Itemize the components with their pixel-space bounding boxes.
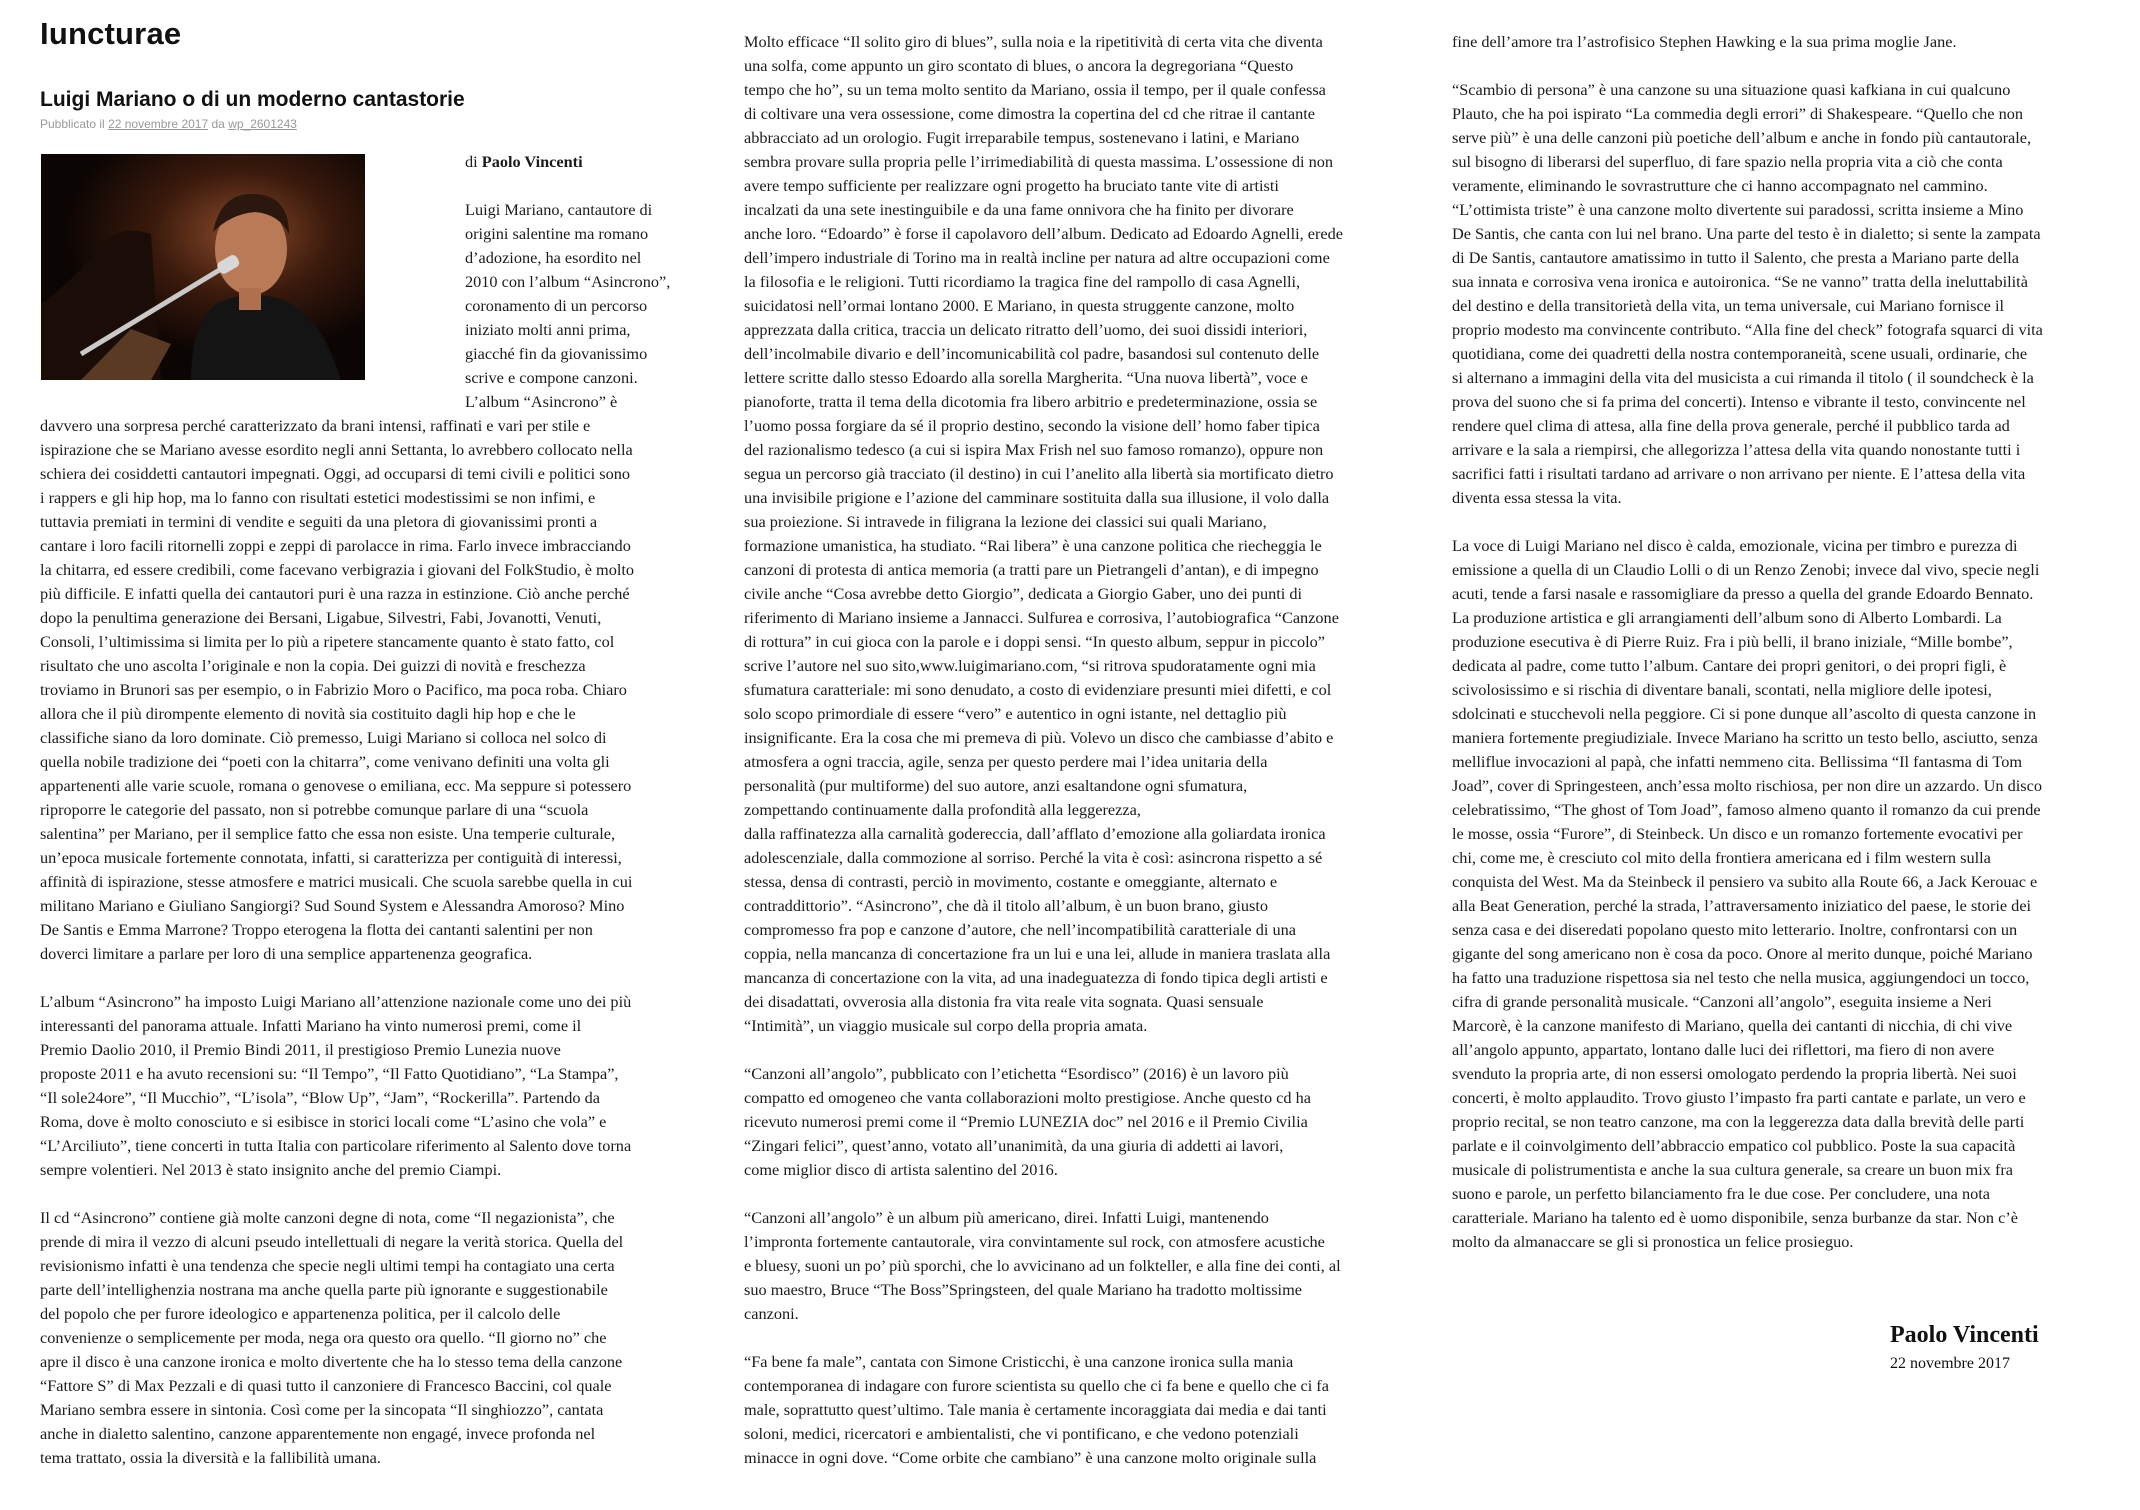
text-line: Joad”, cover di Springesteen, anch’essa molto rischiosa, per non dire un azzardo. Un disco: [1452, 776, 2043, 795]
text-line: sfumatura caratteriale: mi sono denudato, a costo di evidenziare presunti miei difetti, e col: [744, 680, 1332, 699]
text-line: cantare i loro facili ritornelli zoppi e zeppi di parolacce in rima. Farlo invece imbracciando: [40, 536, 631, 555]
text-line: incalzati da una sete inestinguibile e da una fame onnivora che ha finito per divorare: [744, 200, 1294, 219]
text-line: sua proiezione. Si intravede in filigrana la lezione dei classici sui quali Mariano,: [744, 512, 1267, 531]
text-line: sua innata e corrosiva vena ironica e autoironica. “Se ne vanno” tratta della ineluttabilità: [1452, 272, 2028, 291]
text-line: allora che il più dirompente elemento di novità sia costituito dagli hip hop e che le: [40, 704, 576, 723]
text-line: del razionalismo tedesco (a cui si ispira Max Frish nel suo famoso romanzo), oppure non: [744, 440, 1324, 459]
text-line: “Il sole24ore”, “Il Mucchio”, “L’isola”, “Blow Up”, “Jam”, “Rockerilla”. Partendo da: [40, 1088, 600, 1107]
text-line: tema trattato, ossia la diversità e la fallibilità umana.: [40, 1448, 381, 1467]
text-line: di De Santis, cantautore amatissimo in tutto il Salento, che presta a Mariano parte della: [1452, 248, 2019, 267]
text-line: militano Mariano e Giuliano Sangiorgi? Sud Sound System e Alessandra Amoroso? Mino: [40, 896, 625, 915]
text-line: tuttavia premiati in termini di vendite e seguiti da una pletora di giovanissimi pronti a: [40, 512, 598, 531]
text-line: dedicata al padre, come tutto l’album. Cantare dei propri genitori, o dei propri figli, è: [1452, 656, 2007, 675]
text-line: scrive l’autore nel suo sito,www.luigimariano.com, “si ritrova spudoratamente ogni mia: [744, 656, 1316, 675]
text-line: prende di mira il vezzo di alcuni pseudo intellettuali di negare la verità storica. Quella del: [40, 1232, 624, 1251]
column-1-body: [40, 414, 634, 1470]
text-line: concerti, è molto applaudito. Trovo giusto l’impasto fra parti cantate e parlate, un vero e: [1452, 1088, 2026, 1107]
text-line: Il cd “Asincrono” contiene già molte canzoni degne di nota, come “Il negazionista”, che: [40, 1208, 615, 1227]
author-link[interactable]: wp_2601243: [228, 117, 297, 131]
text-line: insignificante. Era la cosa che mi premeva di più. Volevo un disco che cambiasse d’abito e: [744, 728, 1334, 747]
post-title[interactable]: Luigi Mariano o di un moderno cantastorie: [40, 88, 465, 111]
text-line: doverci limitare a parlare per loro di una semplice appartenenza geografica.: [40, 944, 533, 963]
text-line: coronamento di un percorso: [465, 296, 648, 315]
text-line: soloni, medici, ricercatori e ambientalisti, che vi pontificano, e che vedono potenziali: [744, 1424, 1299, 1443]
text-line: ha fatto una traduzione rispettosa sia nel testo che nella musica, aggiungendoci un tocco,: [1452, 968, 2030, 987]
text-line: chi, come me, è cresciuto col mito della frontiera americana ed i film western sulla: [1452, 848, 1991, 867]
text-line: abbracciato ad un orologio. Fugit irreparabile tempus, sostenevano i latini, e Mariano: [744, 128, 1300, 147]
text-line: La produzione artistica e gli arrangiamenti dell’album sono di Alberto Lombardi. La: [1452, 608, 2002, 627]
text-line: lettere scritte dallo stesso Edoardo alla sorella Margherita. “Una nuova libertà”, voce e: [744, 368, 1308, 387]
text-line: classifiche siano da loro dominate. Ciò premesso, Luigi Mariano si colloca nel solco di: [40, 728, 607, 747]
text-line: avere tempo sufficiente per realizzare ogni progetto ha bruciato tante vite di artisti: [744, 176, 1279, 195]
text-line: “Fattore S” di Max Pezzali e di quasi tutto il canzoniere di Francesco Baccini, col quale: [40, 1376, 612, 1395]
text-line: stessa, densa di contrasti, perciò in movimento, costante e omeggiante, alternato e: [744, 872, 1278, 891]
text-line: Luigi Mariano, cantautore di: [465, 200, 653, 219]
text-line: un’epoca musicale fortemente connotata, infatti, si caratterizza per contiguità di interessi,: [40, 848, 622, 867]
text-line: 2010 con l’album “Asincrono”,: [465, 272, 671, 291]
text-line: De Santis, che canta con lui nel brano. Una parte del testo è in dialetto; si sente la zampata: [1452, 224, 2041, 243]
text-line: zompettando continuamente dalla profondità alla leggerezza,: [744, 800, 1141, 819]
text-line: canzoni.: [744, 1304, 799, 1323]
text-line: di rottura” in cui gioca con la parole e i doppi sensi. “In questo album, seppur in piccolo”: [744, 632, 1325, 651]
text-line: conquista del West. Ma da Steinbeck il pensiero va subito alla Route 66, a Jack Kerouac e: [1452, 872, 2038, 891]
text-line: Plauto, che ha poi ispirato “La commedia degli errori” di Shakespeare. “Quello che non: [1452, 104, 2023, 123]
text-line: appartenenti alle varie scuole, romana o genovese o emiliana, ecc. Ma seppure si potessero: [40, 776, 632, 795]
text-line: contemporanea di indagare con furore scientista su quello che ci fa bene e quello che ci fa: [744, 1376, 1329, 1395]
text-line: salentina” per Mariano, per il semplice fatto che essa non esiste. Una temperie culturale,: [40, 824, 616, 843]
published-label: Pubblicato il: [40, 117, 105, 131]
photo-singer-with-microphone: [41, 154, 365, 380]
text-line: giacché fin da giovanissimo: [465, 344, 648, 363]
text-line: revisionismo infatti è una tendenza che specie negli ultimi tempi ha contagiato una certa: [40, 1256, 615, 1275]
text-line: “Fa bene fa male”, cantata con Simone Cristicchi, è una canzone ironica sulla mania: [744, 1352, 1294, 1371]
text-line: maniera fortemente pregiudiziale. Invece Mariano ha scritto un testo bello, asciutto, senza: [1452, 728, 2038, 747]
text-line: mellifluе invocazioni al papà, che infatti nemmeno cita. Bellissima “Il fantasma di Tom: [1452, 752, 2023, 771]
text-line: molto da almanaccare se gli si pronostica un felice prosieguo.: [1452, 1232, 1854, 1251]
text-line: “Zingari felici”, quest’anno, votato all’unanimità, da una giuria di addetti ai lavori,: [744, 1136, 1284, 1155]
text-line: anche loro. “Edoardo” è forse il capolavoro dell’album. Dedicato ad Edoardo Agnelli, erede: [744, 224, 1343, 243]
text-line: produzione esecutiva è di Pierre Ruiz. Fra i più belli, il brano iniziale, “Mille bombe”,: [1452, 632, 2013, 651]
text-line: riproporre le categorie del passato, non si potrebbe comunque parlare di una “scuola: [40, 800, 589, 819]
text-line: contraddittorio”. “Asincrono”, che dà il titolo all’album, è un buon brano, giusto: [744, 896, 1269, 915]
text-line: quella nobile tradizione dei “poeti con la chitarra”, come venivano definiti una volta gli: [40, 752, 610, 771]
text-line: sembra provare sulla propria pelle l’irrimediabilità di questa massima. L’ossessione di non: [744, 152, 1333, 171]
text-line: “Canzoni all’angolo” è un album più americano, direi. Infatti Luigi, mantenendo: [744, 1208, 1269, 1227]
text-line: riferimento di Mariano insieme a Jannacci. Sulfurea e corrosiva, l’autobiografica “Canzone: [744, 608, 1339, 627]
text-line: minacce in ogni dove. “Come orbite che cambiano” è una canzone molto originale sulla: [744, 1448, 1317, 1467]
text-line: senza casa e dei diseredati popolano questo mito letterario. Inoltre, confrontarsi con un: [1452, 920, 2018, 939]
text-line: male, soprattutto quest’ultimo. Tale mania è certamente incoraggiata dai media e dai tanti: [744, 1400, 1327, 1419]
byline: di Paolo Vincenti: [465, 152, 583, 171]
byline-and-intro: [465, 150, 670, 414]
text-line: più difficile. E infatti quella dei cantautori puri è una razza in estinzione. Ciò anche perché: [40, 584, 630, 603]
text-line: come miglior disco di artista salentino del 2016.: [744, 1160, 1058, 1179]
text-line: anche in dialetto salentino, canzone apparentemente non engagé, invece profonda nel: [40, 1424, 596, 1443]
text-line: sempre volentieri. Nel 2013 è stato insignito anche del premio Ciampi.: [40, 1160, 502, 1179]
text-line: ispirazione che se Mariano avesse esordito negli anni Settanta, lo avrebbero collocato nella: [40, 440, 633, 459]
text-line: Premio Daolio 2010, il Premio Bindi 2011, il prestigioso Premio Lunezia nuove: [40, 1040, 561, 1059]
text-line: scrive e compone canzoni.: [465, 368, 638, 387]
text-line: i rappers e gli hip hop, ma lo fanno con risultati estetici modestissimi se non infimi, e: [40, 488, 596, 507]
text-line: celebratissimo, “The ghost of Tom Joad”, famoso almeno quanto il romanzo da cui prende: [1452, 800, 2041, 819]
text-line: alla Beat Generation, perché la strada, l’attraversamento iniziatico del paese, le storie dei: [1452, 896, 2032, 915]
text-line: d’adozione, ha esordito nel: [465, 248, 642, 267]
text-line: serve più” è una delle canzoni più poetiche dell’album e anche in fondo più cantautorale,: [1452, 128, 2032, 147]
signature: [1890, 1322, 2039, 1373]
text-line: di coltivare una vera ossessione, come dimostra la copertina del cd che ritrae il cantante: [744, 104, 1315, 123]
text-line: scivolosissimo e si rischia di diventare banali, scontati, nella migliore delle ipotesi,: [1452, 680, 1992, 699]
text-line: del destino e della transitorietà della vita, un tema universale, cui Mariano fornisce il: [1452, 296, 2005, 315]
text-line: dopo la penultima generazione dei Bersani, Ligabue, Silvestri, Fabi, Jovanotti, Venuti,: [40, 608, 602, 627]
text-line: personalità (pur multiforme) del suo autore, anzi esaltandone ogni sfumatura,: [744, 776, 1248, 795]
text-line: diventa essa stessa la vita.: [1452, 488, 1622, 507]
text-line: civile anche “Cosa avrebbe detto Giorgio”, dedicata a Giorgio Gaber, uno dei punti di: [744, 584, 1303, 603]
text-line: “Intimità”, un viaggio musicale sul corpo della propria amata.: [744, 1016, 1148, 1035]
column-2-body: [744, 30, 1343, 1470]
text-line: [744, 1038, 1343, 1062]
text-line: davvero una sorpresa perché caratterizzato da brani intensi, raffinati e vari per stile e: [40, 416, 591, 435]
text-line: [744, 1326, 1343, 1350]
text-line: “L’Arciliuto”, tiene concerti in tutta Italia con particolare riferimento al Salento dove torna: [40, 1136, 632, 1155]
text-line: solo scopo primordiale di essere “vero” e autentico in ogni istante, nel dettaglio più: [744, 704, 1287, 723]
text-line: la chitarra, ed essere credibili, come facevano verbigrazia i giovani del FolkStudio, è molto: [40, 560, 635, 579]
text-line: coppia, nella mancanza di concertazione fra un lui e una lei, allude in maniera traslata alla: [744, 944, 1331, 963]
text-line: prova del suono che si fa prima del concerti). Intenso e vibrante il testo, convincente nel: [1452, 392, 2026, 411]
text-line: L’album “Asincrono” ha imposto Luigi Mariano all’attenzione nazionale come uno dei più: [40, 992, 632, 1011]
text-line: interessanti del panorama attuale. Infatti Mariano ha vinto numerosi premi, come il: [40, 1016, 582, 1035]
text-line: dell’incolmabile divario e dell’incomunicabilità col padre, basandosi sul contenuto delle: [744, 344, 1320, 363]
text-line: arrivare e la sala a riempirsi, che allegorizza l’attesa della vita quando nonostante tutti i: [1452, 440, 2021, 459]
text-line: convenienze o semplicemente per moda, nega ora questo ora quello. “Il giorno no” che: [40, 1328, 607, 1347]
text-line: proprio recital, se non teatro canzone, ma con la leggerezza data dalla brevità delle parti: [1452, 1112, 2025, 1131]
text-line: “Scambio di persona” è una canzone su una situazione quasi kafkiana in cui qualcuno: [1452, 80, 2011, 99]
text-line: La voce di Luigi Mariano nel disco è calda, emozionale, vicina per timbro e purezza di: [1452, 536, 2018, 555]
text-line: adolescenziale, dalla commozione al sorriso. Perché la vita è così: asincrona rispetto a sé: [744, 848, 1323, 867]
text-line: le mosse, ossia “Furore”, di Steinbeck. Un disco e un romanzo fortemente evocativi per: [1452, 824, 2023, 843]
text-line: quotidiana, come dei quadretti della nostra contemporaneità, scene usuali, ordinarie, che: [1452, 344, 2028, 363]
text-line: caratteriale. Mariano ha talento ed è uomo disponibile, senza burbanze da star. Non c’è: [1452, 1208, 2018, 1227]
text-line: Molto efficace “Il solito giro di blues”, sulla noia e la ripetitività di certa vita che diventa: [744, 32, 1323, 51]
text-line: dalla raffinatezza alla carnalità godereccia, dall’afflato d’emozione alla goliardata ironica: [744, 824, 1326, 843]
text-line: fine dell’amore tra l’astrofisico Stephen Hawking e la sua prima moglie Jane.: [1452, 32, 1957, 51]
text-line: parlate e il coinvolgimento dell’abbraccio empatico col pubblico. Poste la sua capacità: [1452, 1136, 2016, 1155]
text-line: formazione umanistica, ha studiato. “Rai libera” è una canzone politica che riecheggia le: [744, 536, 1322, 555]
text-line: sdolcinati e stucchevoli nella peggiore. Ci si pone dunque all’ascolto di questa canzone in: [1452, 704, 2037, 723]
text-line: tempo che ho”, su un tema molto sentito da Mariano, ossia il tempo, per il quale confessa: [744, 80, 1326, 99]
text-line: dei disadattati, ovverosia alla distonia fra vita reale vita sognata. Quasi sensuale: [744, 992, 1264, 1011]
text-line: pianoforte, tratta il tema della dicotomia fra libero arbitrio e predeterminazione, ossia se: [744, 392, 1318, 411]
text-line: dell’impero industriale di Torino ma in realtà incline per natura ad altre occupazioni come: [744, 248, 1330, 267]
text-line: Consoli, l’ultimissima si limita per lo più a ripetere stancamente quanto è stato fatto, col: [40, 632, 615, 651]
text-line: compromesso fra pop e canzone d’autore, che nell’incompatibilità caratteriale di una: [744, 920, 1296, 939]
text-line: apre il disco è una canzone ironica e molto divertente che ha lo stesso tema della canzone: [40, 1352, 623, 1371]
text-line: De Santis e Emma Marrone? Troppo eterogena la flotta dei cantanti salentini per non: [40, 920, 593, 939]
text-line: mancanza di concertazione con la vita, ad una inadeguatezza di fondo tipica degli artisti e: [744, 968, 1328, 987]
text-line: emissione a quella di un Claudio Lolli o di un Renzo Zenobi; invece dal vivo, specie negli: [1452, 560, 2040, 579]
text-line: l’impronta fortemente cantautorale, vira convintamente sul rock, con atmosfere acustiche: [744, 1232, 1325, 1251]
text-line: all’angolo appunto, appartato, lontano dalle luci dei riflettori, ma fiero di non avere: [1452, 1040, 1995, 1059]
text-line: iniziato molti anni prima,: [465, 320, 631, 339]
text-line: ricevuto numerosi premi come il “Premio LUNEZIA doc” nel 2016 e il Premio Civilia: [744, 1112, 1308, 1131]
text-line: “Canzoni all’angolo”, pubblicato con l’etichetta “Esordisco” (2016) è un lavoro più: [744, 1064, 1289, 1083]
text-line: segua un percorso già tracciato (il destino) in cui l’anelito alla libertà sia mortificato dietro: [744, 464, 1334, 483]
text-line: l’uomo possa forgiare da sé il proprio destino, secondo la visione dell’ homo faber tipica: [744, 416, 1320, 435]
text-line: origini salentine ma romano: [465, 224, 649, 243]
text-line: risultato che uno ascolta l’originale e non la copia. Dei guizzi di novità e freschezza: [40, 656, 586, 675]
text-line: schiera dei cosiddetti cantautori impegnati. Oggi, ad occuparsi di temi civili e politici sono: [40, 464, 631, 483]
text-line: sacrifici fatti i risultati tardano ad arrivare o non arrivano per niente. E l’attesa della vita: [1452, 464, 2026, 483]
text-line: svenduto la propria arte, di non essersi omologato perdendo la propria libertà. Nei suoi: [1452, 1064, 2017, 1083]
text-line: [744, 1182, 1343, 1206]
text-line: “L’ottimista triste” è una canzone molto divertente sui paradossi, scritta insieme a Mino: [1452, 200, 2024, 219]
post-meta: [40, 117, 297, 131]
text-line: suicidatosi nell’ormai lontano 2000. E Mariano, in questa struggente canzone, molto: [744, 296, 1295, 315]
signature-date: 22 novembre 2017: [1890, 1355, 2010, 1372]
text-line: compatto ed omogeneo che vanta collaborazioni molto prestigiose. Anche questo cd ha: [744, 1088, 1311, 1107]
text-line: L’album “Asincrono” è: [465, 392, 618, 411]
text-line: la filosofia e le religioni. Tutti ricordiamo la tragica fine del rampollo di casa Agnelli,: [744, 272, 1301, 291]
text-line: gigante del song americano non è cosa da poco. Onore al merito dunque, poiché Mariano: [1452, 944, 2033, 963]
text-line: affinità di ispirazione, stesse atmosfere e matrici musicali. Che scuola sarebbe quella in cui: [40, 872, 633, 891]
text-line: una solfa, come appunto un giro scontato di blues, o ancora la degregoriana “Questo: [744, 56, 1294, 75]
article-photo: [41, 154, 365, 380]
by-label: da: [211, 117, 225, 131]
text-line: Marcorè, è la canzone manifesto di Mariano, quella dei cantanti di nicchia, di chi vive: [1452, 1016, 2013, 1035]
text-line: sul bisogno di liberarsi del superfluo, di fare spazio nella propria vita a ciò che conta: [1452, 152, 2003, 171]
text-line: del popolo che per furore ideologico e appartenenza politica, per il calcolo delle: [40, 1304, 561, 1323]
text-line: rendere quel clima di attesa, alla fine della prova generale, perché il pubblico tarda ad: [1452, 416, 2010, 435]
text-line: acuti, tende a farsi nasale e rassomigliare da presso a quella del grande Edoardo Bennato.: [1452, 584, 2034, 603]
text-line: Roma, dove è molto conosciuto e si esibisce in storici locali come “L’asino che vola” e: [40, 1112, 607, 1131]
text-line: [1452, 510, 2043, 534]
text-line: atmosfera a ogni traccia, agile, senza per questo perdere mai l’idea unitaria della: [744, 752, 1268, 771]
text-line: apprezzata dalla critica, traccia un delicato ritratto dell’uomo, dei suoi dissidi interiori,: [744, 320, 1308, 339]
text-line: e bluesy, suoni un po’ più sporchi, che lo avvicinano ad un folkteller, e alla fine dei conti, al: [744, 1256, 1341, 1275]
text-line: veramente, eliminando le sovrastrutture che ci hanno accompagnato nel cammino.: [1452, 176, 1988, 195]
text-line: canzoni di protesta di antica memoria (a tratti pare un Pietrangeli d’antan), e di impegno: [744, 560, 1319, 579]
text-line: [40, 1182, 634, 1206]
text-line: si alternano a immagini della vita del musicista a cui rimanda il titolo ( il soundcheck è la: [1452, 368, 2034, 387]
text-line: proposte 2011 e ha avuto recensioni su: “Il Tempo”, “Il Fatto Quotidiano”, “La Stampa”,: [40, 1064, 619, 1083]
text-line: proprio modesto ma convincente contributo. “Alla fine del check” fotografa squarci di vita: [1452, 320, 2043, 339]
text-line: suo maestro, Bruce “The Boss”Springsteen, del quale Mariano ha tradotto moltissime: [744, 1280, 1302, 1299]
text-line: [40, 966, 634, 990]
text-line: troviamo in Brunori sas per esempio, o in Fabrizio Moro o Pacifico, ma poca roba. Chiaro: [40, 680, 627, 699]
post-date-link[interactable]: 22 novembre 2017: [108, 117, 209, 131]
column-3-body: [1452, 30, 2043, 1254]
text-line: cifra di grande personalità musicale. “Canzoni all’angolo”, eseguita insieme a Neri: [1452, 992, 1992, 1011]
text-line: una invisibile prigione e l’azione del camminare sostituita dalla sua illusione, il volo dalla: [744, 488, 1330, 507]
site-title[interactable]: Iuncturae: [40, 16, 182, 51]
text-line: musicale di polistrumentista e anche la sua cultura generale, sa creare un buon mix fra: [1452, 1160, 2014, 1179]
text-line: suono e parole, un perfetto bilanciamento fra le due cose. Per concludere, una nota: [1452, 1184, 1990, 1203]
text-line: parte dell’intellighenzia nostrana ma anche quella parte più ignorante e suggestionabile: [40, 1280, 608, 1299]
text-line: Mariano sembra essere in sintonia. Così come per la sincopata “Il singhiozzo”, cantata: [40, 1400, 604, 1419]
signature-name: Paolo Vincenti: [1890, 1322, 2039, 1348]
text-line: [1452, 54, 2043, 78]
